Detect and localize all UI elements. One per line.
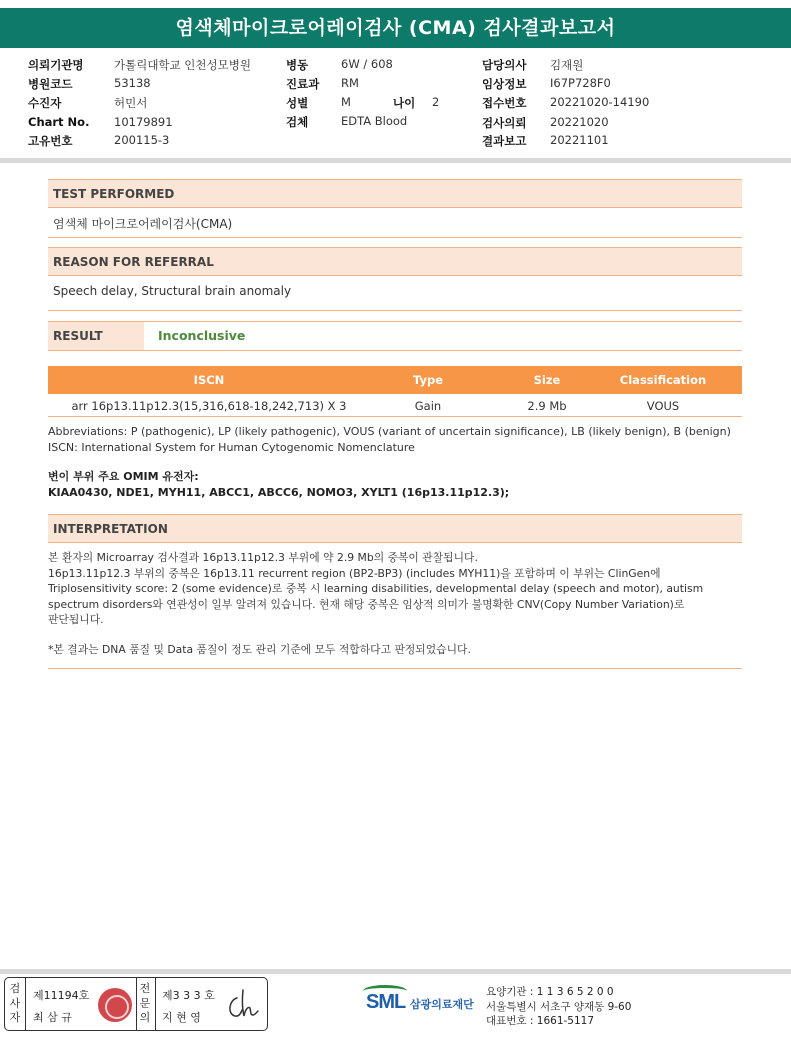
request-date-label: 검사의뢰: [482, 116, 527, 130]
specialist-label: [137, 982, 153, 1026]
hospital-code-row: [28, 76, 151, 92]
tester-label: [7, 982, 23, 1026]
section-divider: [48, 237, 742, 238]
abbreviation-line: ISCN: International System for Human Cytogenomic Nomenclature: [48, 440, 415, 454]
department-row: [286, 76, 359, 92]
header-divider: [0, 158, 791, 163]
test-performed-value: 염색체 마이크로어레이검사(CMA): [53, 217, 233, 231]
patient-name-value: 허민서: [114, 96, 148, 110]
referral-heading: REASON FOR REFERRAL: [48, 247, 742, 276]
ward-row: [286, 57, 393, 73]
referral-value: Speech delay, Structural brain anomaly: [53, 284, 292, 298]
result-value: Inconclusive: [158, 328, 246, 343]
interpretation-line: 본 환자의 Microarray 검사결과 16p13.11p12.3 부위에 약 2.9 Mb의 중복이 관찰됩니다.: [48, 551, 478, 564]
size-column-header: Size: [533, 373, 561, 387]
specialist-label-char: 문: [139, 996, 151, 1010]
institution-contact: [486, 985, 631, 1029]
interpretation-line: spectrum disorders와 연관성이 일부 알려져 있습니다. 현재 해당 중복은 임상적 의미가 불명확한 CNV(Copy Number Variation)로: [48, 597, 685, 611]
hospital-name-label: 의뢰기관명: [28, 58, 84, 72]
unique-no-value: 200115-3: [114, 133, 170, 147]
age-label: 나이: [393, 96, 416, 110]
iscn-column-header: ISCN: [193, 373, 225, 387]
result-row: [48, 321, 742, 351]
contact-line: 서울특별시 서초구 양재동 9-60: [486, 1000, 632, 1013]
interpretation-line: 16p13.11p12.3 부위의 중복은 16p13.11 recurrent region (BP2-BP3) (includes MYH11)을 포함하며 이 부위는 ClinGen에: [48, 566, 661, 580]
sml-logo: [366, 985, 484, 1021]
specimen-row: [286, 114, 408, 130]
physician-label: 담당의사: [482, 58, 527, 72]
size-cell: 2.9 Mb: [527, 399, 567, 413]
request-date-value: 20221020: [550, 115, 609, 129]
physician-row: [482, 57, 584, 73]
logo-text: 삼광의료재단: [410, 998, 474, 1011]
receipt-no-row: [482, 95, 650, 111]
omim-gene-list: KIAA0430, NDE1, MYH11, ABCC1, ABCC6, NOMO3, XYLT1 (16p13.11p12.3);: [48, 485, 510, 499]
signature-divider: [155, 978, 156, 1030]
clinical-info-label: 임상정보: [482, 77, 527, 91]
sex-age-row: [286, 95, 456, 111]
contact-line: 요양기관 : 1 1 3 6 5 2 0 0: [486, 986, 614, 998]
report-date-row: [482, 133, 609, 149]
specialist-label-char: 의: [139, 1011, 151, 1024]
unique-no-row: [28, 133, 170, 149]
ward-value: 6W / 608: [341, 57, 393, 71]
hospital-name-value: 가톨릭대학교 인천성모병원: [114, 58, 251, 72]
tester-label-char: 검: [9, 982, 21, 995]
request-date-row: [482, 115, 609, 131]
specimen-value: EDTA Blood: [341, 114, 408, 128]
section-divider: [48, 310, 742, 311]
classification-cell: VOUS: [646, 399, 680, 413]
tester-label-char: 자: [9, 1011, 21, 1024]
clinical-info-row: [482, 76, 611, 92]
result-heading: RESULT: [48, 322, 144, 350]
clinical-info-value: I67P728F0: [550, 76, 611, 90]
type-cell: Gain: [414, 399, 442, 413]
specialist-label-char: 전: [139, 982, 151, 995]
omim-heading: 변이 부위 주요 OMIM 유전자:: [48, 470, 199, 483]
abbreviation-line: Abbreviations: P (pathogenic), LP (likely pathogenic), VOUS (variant of uncertain significance), LB (likely benign), B (benign): [48, 425, 731, 438]
signature-box: [4, 977, 268, 1031]
department-label: 진료과: [286, 77, 320, 91]
hospital-name-row: [28, 57, 251, 73]
chart-no-label: Chart No.: [28, 115, 90, 129]
table-row: [48, 395, 742, 417]
ward-label: 병동: [286, 58, 309, 72]
interpretation-heading: INTERPRETATION: [48, 514, 742, 543]
test-performed-heading: TEST PERFORMED: [48, 179, 742, 208]
unique-no-label: 고유번호: [28, 134, 73, 148]
patient-name-row: [28, 95, 148, 111]
omim-genes: [48, 469, 748, 500]
report-date-value: 20221101: [550, 133, 609, 147]
hospital-code-label: 병원코드: [28, 77, 73, 91]
age-value: 2: [432, 95, 440, 109]
tester-name: 최 삼 규: [33, 1011, 72, 1024]
signature-divider: [25, 978, 26, 1030]
quality-note: *본 결과는 DNA 품질 및 Data 품질이 정도 관리 기준에 모두 적합하다고 판정되었습니다.: [48, 643, 471, 656]
hospital-code-value: 53138: [114, 76, 151, 90]
receipt-no-label: 접수번호: [482, 96, 527, 110]
section-divider: [48, 668, 742, 669]
patient-name-label: 수진자: [28, 96, 62, 110]
tester-seal-stamp: [98, 988, 132, 1022]
chart-no-row: [28, 115, 173, 129]
patient-info-header: [0, 52, 791, 158]
cnv-table-header: [48, 366, 742, 394]
classification-column-header: Classification: [619, 373, 707, 387]
specialist-signature: [223, 986, 263, 1024]
type-column-header: Type: [412, 373, 443, 387]
physician-value: 김재원: [550, 58, 584, 72]
interpretation-line: 판단됩니다.: [48, 613, 104, 626]
chart-no-value: 10179891: [114, 115, 173, 129]
receipt-no-value: 20221020-14190: [550, 95, 650, 109]
report-date-label: 결과보고: [482, 134, 527, 148]
logo-mark: SML: [366, 991, 406, 1013]
specimen-label: 검체: [286, 115, 309, 129]
tester-license-no: 제11194호: [33, 989, 90, 1002]
iscn-cell: arr 16p13.11p12.3(15,316,618-18,242,713) X 3: [71, 399, 347, 413]
interpretation-text: [48, 550, 748, 628]
abbreviations: [48, 424, 748, 455]
specialist-license-no: 제3 3 3 호: [162, 989, 215, 1002]
report-title: 염색체마이크로어레이검사 (CMA) 검사결과보고서: [0, 8, 791, 48]
footer-divider: [0, 969, 791, 974]
contact-line: 대표번호 : 1661-5117: [486, 1015, 595, 1027]
department-value: RM: [341, 76, 359, 90]
sex-label: 성별: [286, 96, 309, 110]
specialist-name: 지 현 영: [162, 1011, 201, 1024]
sex-value: M: [341, 95, 351, 109]
tester-label-char: 사: [9, 996, 21, 1010]
interpretation-line: Triplosensitivity score: 2 (some evidence)로 중복 시 learning disabilities, developmental delay (speech and motor), autism: [48, 582, 704, 595]
